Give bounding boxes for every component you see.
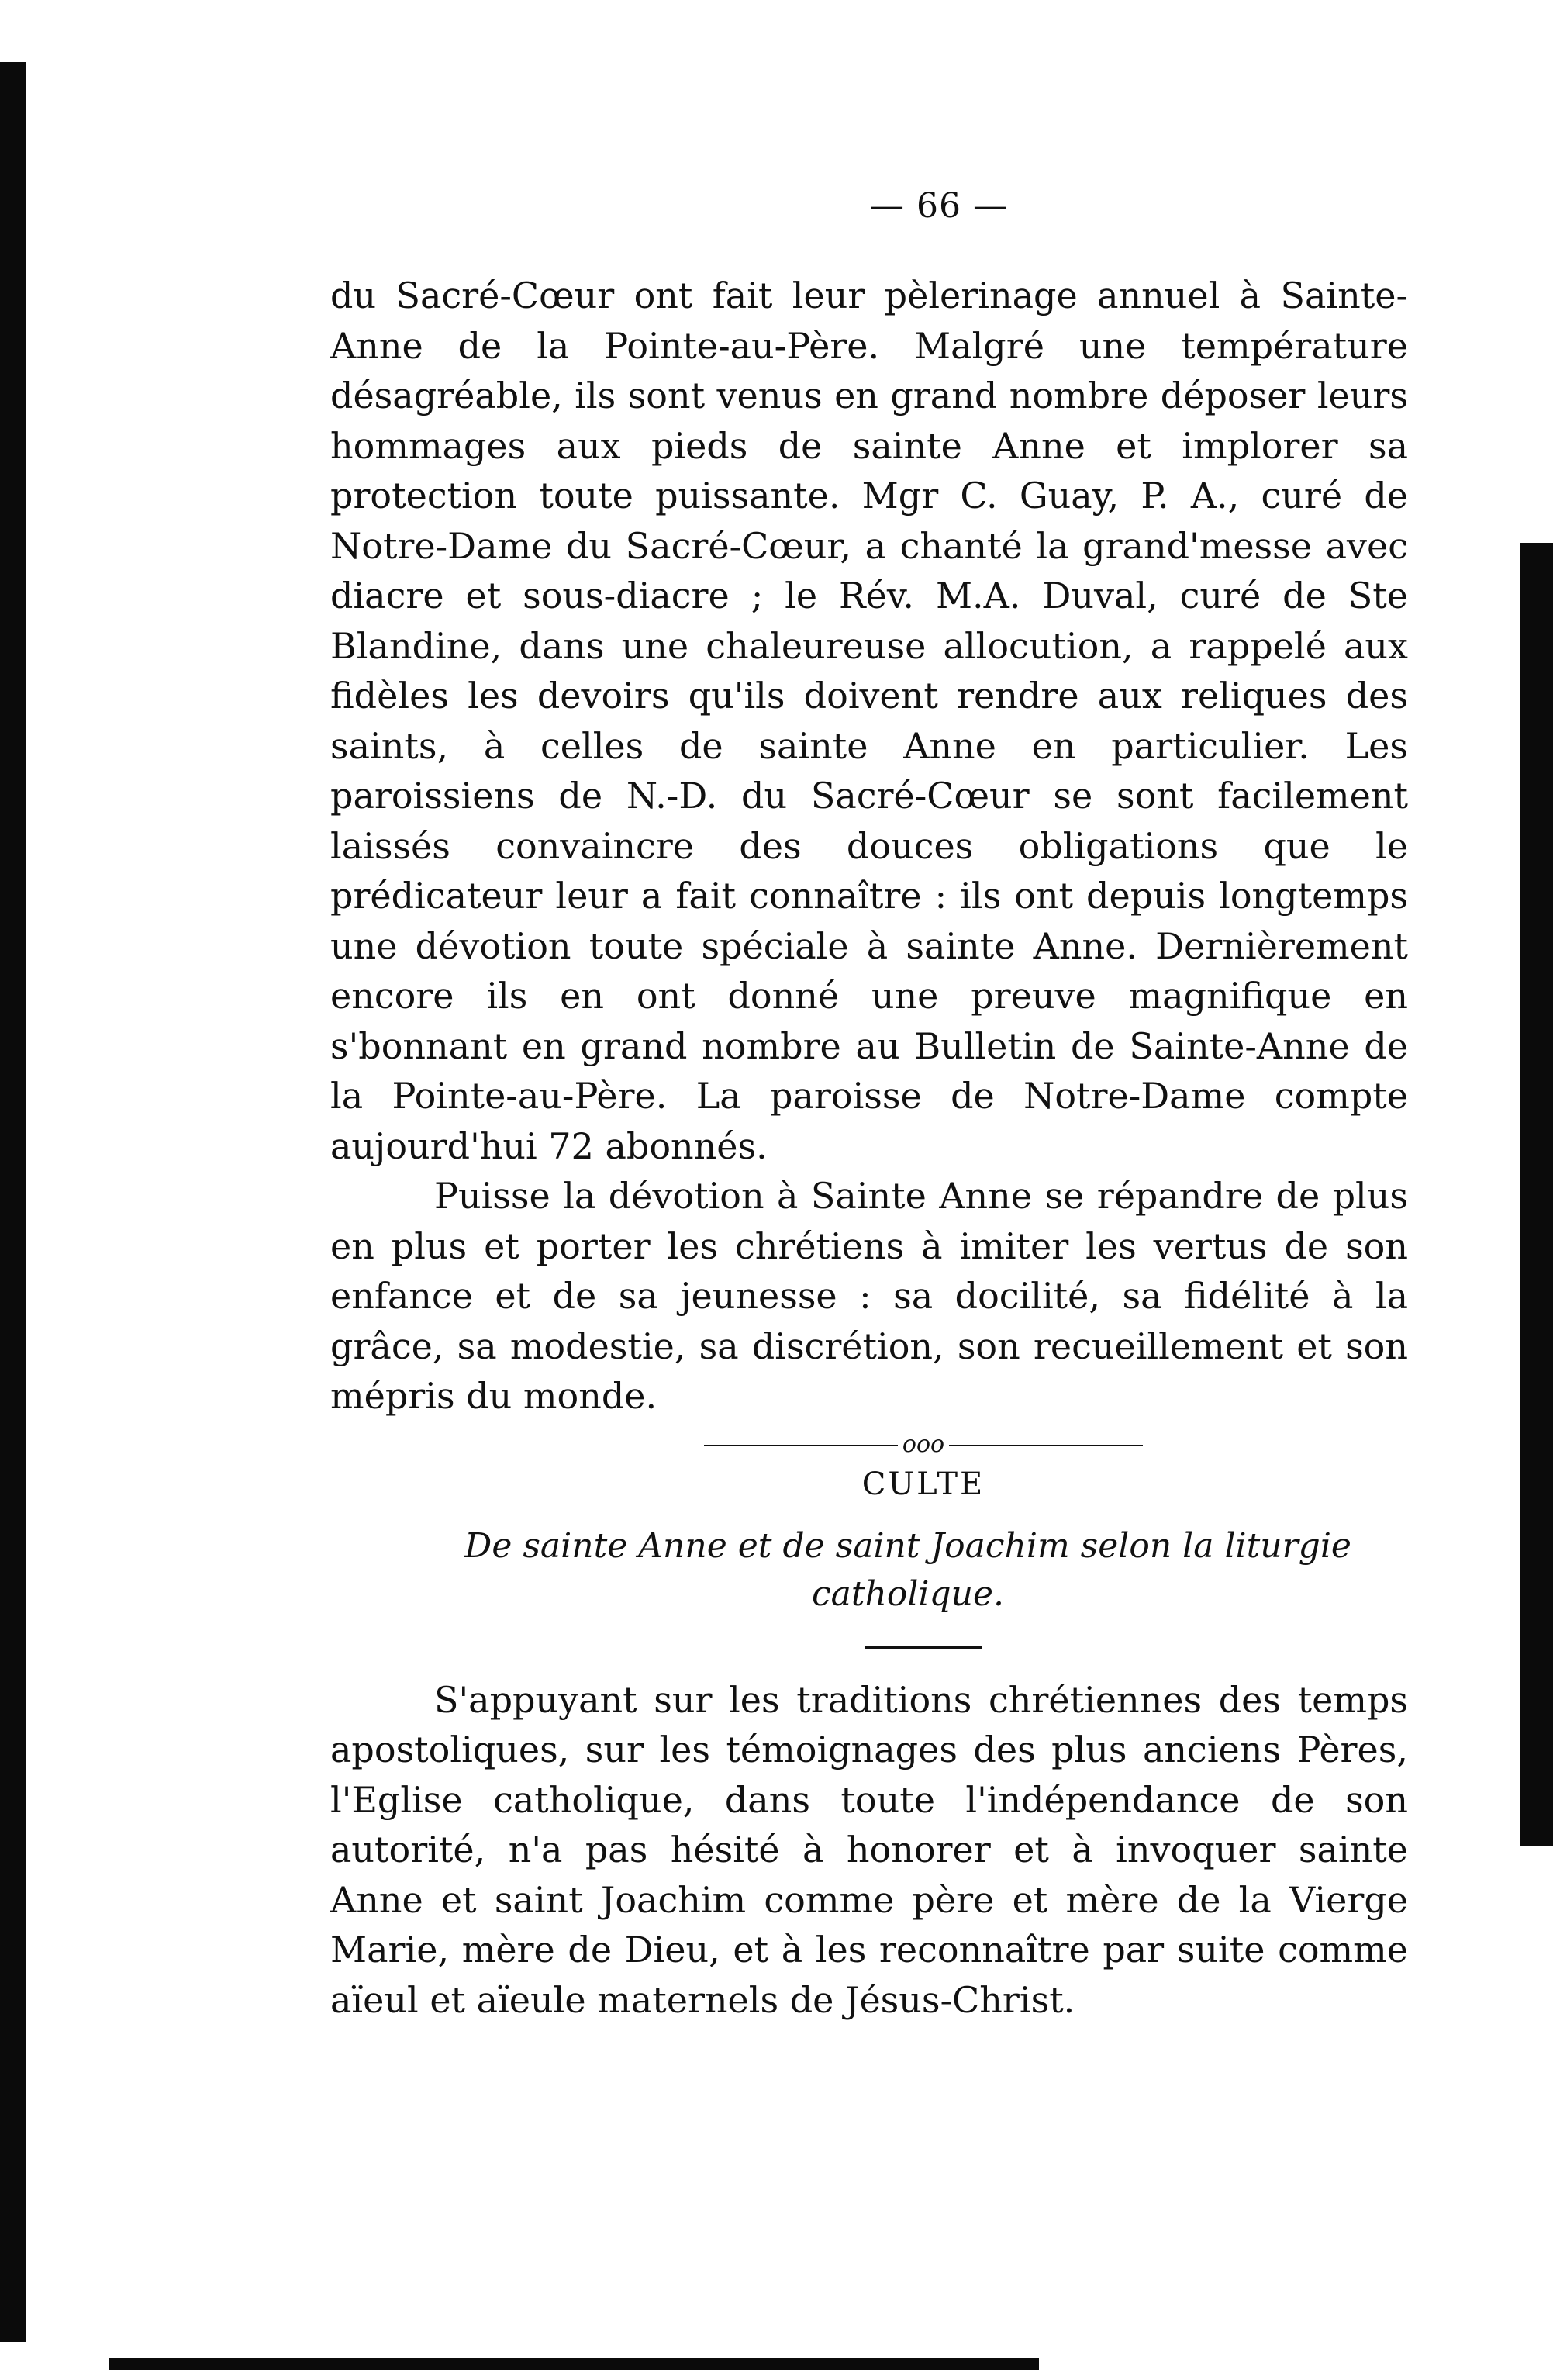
scan-border-bottom: [109, 2358, 1039, 2370]
separator-line-left: [704, 1445, 898, 1446]
page-number: — 66 —: [870, 186, 1008, 226]
section-separator: [330, 1426, 1408, 1463]
paragraph-devotion: Puisse la dévotion à Sainte Anne se répandre de plus en plus et porter les chrétiens à imiter les vertus de son enfance et de sa jeunesse : sa docilité, sa fidélité à la grâce, sa modestie, sa discrétion, son recueillement et son mépris du monde.: [330, 1175, 1408, 1417]
short-rule: [865, 1646, 982, 1649]
separator-line-right: [949, 1445, 1143, 1446]
section-subtitle: De sainte Anne et de saint Joachim selon la liturgie catholique.: [464, 1525, 1351, 1614]
book-page: [330, 186, 1408, 2025]
paragraph-cult: S'appuyant sur les traditions chrétiennes des temps apostoliques, sur les témoignages des plus anciens Pères, l'Eglise catholique, dans toute l'indépendance de son autorité, n'a pas hésité à honorer et à invoquer sainte Anne et saint Joachim comme père et mère de la Vierge Marie, mère de Dieu, et à les reconnaître par suite comme aïeul et aïeule maternels de Jésus-Christ.: [330, 1678, 1408, 2021]
scan-border-left: [0, 62, 26, 2342]
separator-mark: ooo: [902, 1430, 945, 1458]
section-title: CULTE: [861, 1466, 985, 1502]
scan-border-right: [1520, 543, 1553, 1846]
paragraph-pilgrimage: du Sacré-Cœur ont fait leur pèlerinage annuel à Sainte-Anne de la Pointe-au-Père. Malgré une température désagréable, ils sont venus en grand nombre déposer leurs hommages aux pieds de sainte Anne et implorer sa protection toute puissante. Mgr C. Guay, P. A., curé de Notre-Dame du Sacré-Cœur, a chanté la grand'messe avec diacre et sous-diacre ; le Rév. M.A. Duval, curé de Ste Blandine, dans une chaleureuse allocution, a rappelé aux fidèles les devoirs qu'ils doivent rendre aux reliques des saints, à celles de sainte Anne en particulier. Les paroissiens de N.-D. du Sacré-Cœur se sont facilement laissés convaincre des douces obligations que le prédicateur leur a fait connaître : ils ont depuis longtemps une dévotion toute spéciale à sainte Anne. Dernièrement encore ils en ont donné une preuve magnifique en s'bonnant en grand nombre au Bulletin de Sainte-Anne de la Pointe-au-Père. La paroisse de Notre-Dame compte aujourd'hui 72 abonnés.: [330, 275, 1408, 1167]
